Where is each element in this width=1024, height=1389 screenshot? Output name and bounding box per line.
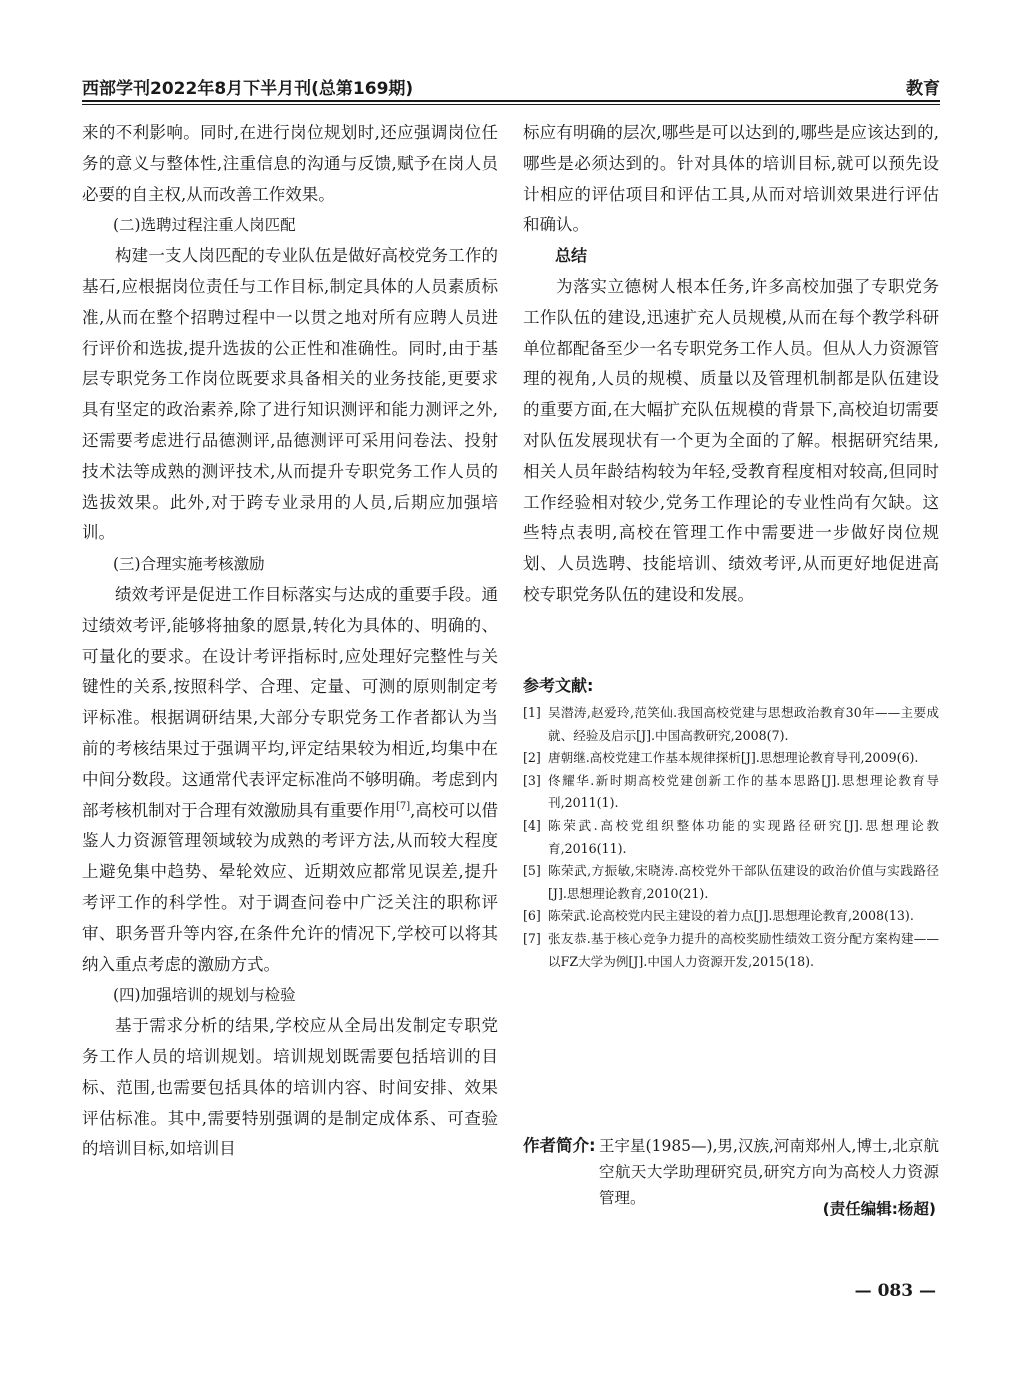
- header-rule: [82, 100, 940, 102]
- subsection-heading: (三)合理实施考核激励: [113, 555, 265, 574]
- reference-number: [7]: [523, 930, 541, 946]
- paragraph: 为落实立德树人根本任务,许多高校加强了专职党务工作队伍的建设,迅速扩充人员规模,从而在每个教学科研单位都配备至少一名专职党务工作人员。但从人力资源管理的视角,人员的规模、质量以及管理机制都是队伍建设的重要方面,在大幅扩充队伍规模的背景下,高校迫切需要对队伍发展现状有一个更为全面的了解。根据研究结果,相关人员年龄结构较为年轻,受教育程度相对较高,但同时工作经验相对较少,党务工作理论的专业性尚有欠缺。这些特点表明,高校在管理工作中需要进一步做好岗位规划、人员选聘、技能培训、绩效考评,从而更好地促进高校专职党务队伍的建设和发展。: [523, 276, 939, 604]
- paragraph: 基于需求分析的结果,学校应从全局出发制定专职党务工作人员的培训规划。培训规划既需要包括培训的目标、范围,也需要包括具体的培训内容、时间安排、效果评估标准。其中,需要特别强调的是制定成体系、可查验的培训目标,如培训目: [82, 1016, 498, 1159]
- references-list: [523, 702, 939, 973]
- citation-mark: [7]: [395, 800, 411, 812]
- reference-text: 张友恭.基于核心竞争力提升的高校奖励性绩效工资分配方案构建——以FZ大学为例[J].中国人力资源开发,2015(18).: [548, 930, 939, 969]
- subsection-heading: (二)选聘过程注重人岗匹配: [113, 216, 296, 235]
- author-bio-text: 王宇星(1985—),男,汉族,河南郑州人,博士,北京航空航天大学助理研究员,研究方向为高校人力资源管理。: [599, 1137, 939, 1207]
- reference-text: 佟耀华.新时期高校党建创新工作的基本思路[J].思想理论教育导刊,2011(1).: [548, 772, 939, 811]
- reference-number: [2]: [523, 750, 541, 766]
- subsection-heading: (四)加强培训的规划与检验: [113, 986, 296, 1005]
- reference-item: [523, 815, 939, 860]
- reference-text: 唐朝继.高校党建工作基本规律探析[J].思想理论教育导刊,2009(6).: [548, 750, 919, 766]
- header-rule-thin: [82, 104, 940, 105]
- paragraph-with-citation: [82, 580, 498, 980]
- reference-item: [523, 770, 939, 815]
- paragraph: 来的不利影响。同时,在进行岗位规划时,还应强调岗位任务的意义与整体性,注重信息的沟通与反馈,赋予在岗人员必要的自主权,从而改善工作效果。: [82, 123, 498, 204]
- reference-text: 陈荣武,方振敏,宋晓涛.高校党外干部队伍建设的政治价值与实践路径[J].思想理论教育,2010(21).: [548, 863, 939, 901]
- reference-number: [1]: [523, 705, 541, 720]
- page-number: — 083 —: [854, 1281, 936, 1301]
- paragraph: 标应有明确的层次,哪些是可以达到的,哪些是应该达到的,哪些是必须达到的。针对具体的培训目标,就可以预先设计相应的评估项目和评估工具,从而对培训效果进行评估和确认。: [523, 123, 939, 235]
- paragraph-text: ,高校可以借鉴人力资源管理领域较为成熟的考评方法,从而较大程度上避免集中趋势、晕轮效应、近期效应都常见误差,提升考评工作的科学性。对于调查问卷中广泛关注的职称评审、职务晋升等内容,在条件允许的情况下,学校可以将其纳入重点考虑的激励方式。: [82, 800, 499, 974]
- right-column: [523, 118, 939, 611]
- reference-item: [523, 747, 939, 770]
- reference-item: [523, 905, 939, 928]
- reference-number: [5]: [523, 863, 541, 879]
- reference-item: [523, 702, 939, 747]
- reference-item: [523, 928, 939, 973]
- reference-text: 吴潜涛,赵爱玲,范笑仙.我国高校党建与思想政治教育30年——主要成就、经验及启示[J].中国高教研究,2008(7).: [548, 705, 939, 743]
- reference-number: [6]: [523, 908, 541, 924]
- reference-number: [4]: [523, 817, 541, 833]
- reference-text: 陈荣武.高校党组织整体功能的实现路径研究[J].思想理论教育,2016(11).: [548, 817, 939, 856]
- page-header: [82, 70, 940, 104]
- reference-item: [523, 860, 939, 905]
- journal-title: 西部学刊2022年8月下半月刊(总第169期): [82, 79, 414, 99]
- reference-text: 陈荣武.论高校党内民主建设的着力点[J].思想理论教育,2008(13).: [548, 908, 914, 924]
- paragraph: 构建一支人岗匹配的专业队伍是做好高校党务工作的基石,应根据岗位责任与工作目标,制定具体的人员素质标准,从而在整个招聘过程中一以贯之地对所有应聘人员进行评价和选拔,提升选拔的公正性和准确性。同时,由于基层专职党务工作岗位既要求具备相关的业务技能,更要求具有坚定的政治素养,除了进行知识测评和能力测评之外,还需要考虑进行品德测评,品德测评可采用问卷法、投射技术法等成熟的测评技术,从而提升专职党务工作人员的选拔效果。此外,对于跨专业录用的人员,后期应加强培训。: [82, 246, 498, 543]
- responsible-editor: (责任编辑:杨超): [822, 1200, 936, 1218]
- author-bio-label: 作者简介:: [523, 1136, 596, 1155]
- section-label: 教育: [906, 79, 940, 99]
- references-title: 参考文献:: [523, 676, 594, 695]
- reference-number: [3]: [523, 772, 541, 788]
- left-column: [82, 118, 498, 1165]
- section-heading: 总结: [555, 246, 588, 266]
- paragraph-text: 绩效考评是促进工作目标落实与达成的重要手段。通过绩效考评,能够将抽象的愿景,转化为具体的、明确的、可量化的要求。在设计考评指标时,应处理好完整性与关键性的关系,按照科学、合理、定量、可测的原则制定考评标准。根据调研结果,大部分专职党务工作者都认为当前的考核结果过于强调平均,评定结果较为相近,均集中在中间分数段。这通常代表评定标准尚不够明确。考虑到内部考核机制对于合理有效激励具有重要作用: [82, 584, 498, 820]
